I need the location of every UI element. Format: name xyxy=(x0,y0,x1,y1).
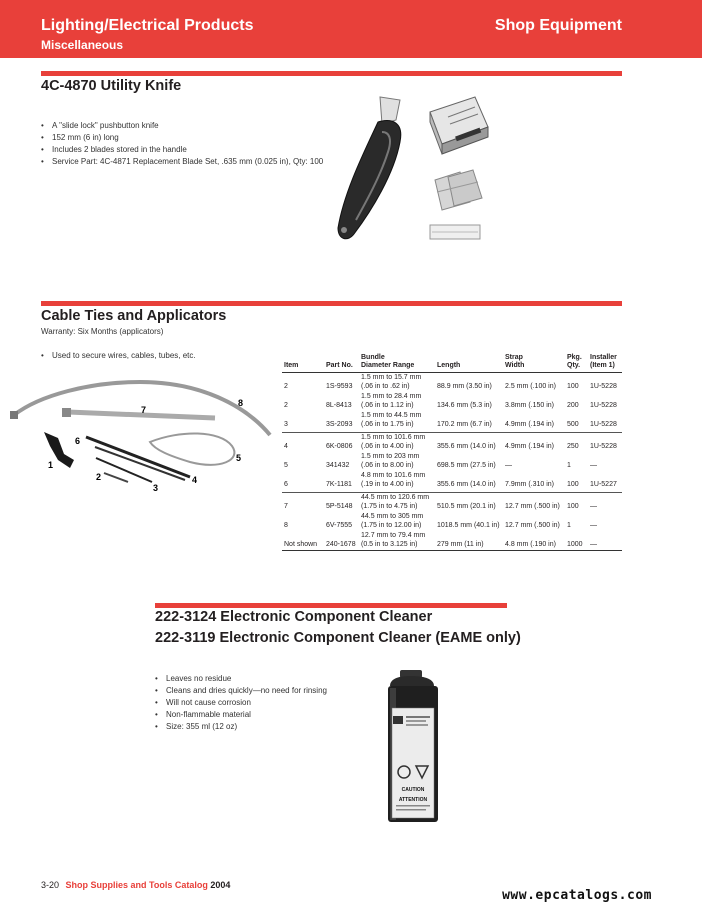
list-item: • Cleans and dries quickly—no need for rinsing xyxy=(155,685,327,697)
col-installer: Installer (Item 1) xyxy=(588,354,622,373)
callout-4: 4 xyxy=(192,475,198,485)
list-item: • A "slide lock" pushbutton knife xyxy=(41,120,323,132)
list-item: • Size: 355 ml (12 oz) xyxy=(155,721,327,733)
table-row: 5 341432 1.5 mm to 203 mm (.06 in to 8.00 in) 698.5 mm (27.5 in) — 1 — xyxy=(284,453,597,469)
page-footer xyxy=(41,880,230,890)
section-rule-cable xyxy=(41,301,622,306)
callout-6: 6 xyxy=(75,436,81,446)
callout-1: 1 xyxy=(48,460,54,470)
page-number: 3-20 xyxy=(41,880,60,890)
section-rule-cleaner xyxy=(155,603,507,608)
watermark: www.epcatalogs.com xyxy=(502,888,652,903)
col-bundle: Bundle Diameter Range xyxy=(359,354,435,373)
cable-tie-3-icon xyxy=(96,458,152,482)
page-header xyxy=(0,0,702,58)
list-item: • Non-flammable material xyxy=(155,709,327,721)
cable-ties-table xyxy=(282,354,622,551)
col-length: Length xyxy=(435,354,503,373)
list-item: • Includes 2 blades stored in the handle xyxy=(41,144,323,156)
knife-body-icon xyxy=(338,97,401,239)
section-rule-knife xyxy=(41,71,622,76)
cable-tie-2-icon xyxy=(104,473,128,482)
callout-3: 3 xyxy=(153,483,159,493)
table-row: 7 5P-5148 44.5 mm to 120.6 mm (1.75 in to 4.75 in) 510.5 mm (20.1 in) 12.7 mm (.500 in) 100 — xyxy=(284,494,597,510)
list-item: • Will not cause corrosion xyxy=(155,697,327,709)
can-attention-text: ATTENTION xyxy=(398,797,428,803)
utility-knife-image xyxy=(330,92,490,247)
table-row: 2 8L-8413 1.5 mm to 28.4 mm (.06 in to 1.12 in) 134.6 mm (5.3 in) 3.8mm (.150 in) 200 1U-5228 xyxy=(284,393,617,409)
cleaner-title-2: 222-3119 Electronic Component Cleaner (EAME only) xyxy=(155,630,521,646)
list-item: • Used to secure wires, cables, tubes, etc. xyxy=(41,350,196,362)
table-row: 8 6V-7555 44.5 mm to 305 mm (1.75 in to 12.00 in) 1018.5 mm (40.1 in) 12.7 mm (.500 in) 1 — xyxy=(284,513,597,529)
table-row: 4 6K-0806 1.5 mm to 101.6 mm (.06 in to 4.00 in) 355.6 mm (14.0 in) 4.9mm (.194 in) 250 1U-5228 xyxy=(284,434,617,450)
col-strap: Strap Width xyxy=(503,354,565,373)
cable-warranty: Warranty: Six Months (applicators) xyxy=(41,327,164,336)
table-row: Not shown 240-1678 12.7 mm to 79.4 mm (0.5 in to 3.125 in) 279 mm (11 in) 4.8 mm (.190 in) 1000 — xyxy=(282,531,622,551)
header-title: Lighting/Electrical Products xyxy=(41,17,254,34)
header-section: Shop Equipment xyxy=(494,17,622,34)
table-row: 2 1S-9593 1.5 mm to 15.7 mm (.06 in to .62 in) 88.9 mm (3.50 in) 2.5 mm (.100 in) 100 1U-5228 xyxy=(284,374,617,390)
callout-2: 2 xyxy=(96,472,102,482)
table-header-row xyxy=(282,354,622,373)
col-pkg: Pkg. Qty. xyxy=(565,354,588,373)
callout-7: 7 xyxy=(141,405,147,415)
cable-tie-5-icon xyxy=(150,433,234,464)
cleaner-bullets xyxy=(155,673,327,733)
list-item: • Leaves no residue xyxy=(155,673,327,685)
can-caution-text: CAUTION xyxy=(401,787,425,793)
catalog-year: 2004 xyxy=(210,880,231,890)
table-row: 3 3S-2093 1.5 mm to 44.5 mm (.06 in to 1.75 in) 170.2 mm (6.7 in) 4.9mm (.194 in) 500 1U-5228 xyxy=(282,411,622,433)
col-item: Item xyxy=(282,354,324,373)
list-item: • 152 mm (6 in) long xyxy=(41,132,323,144)
knife-title: 4C-4870 Utility Knife xyxy=(41,78,182,94)
blade-box-icon xyxy=(430,97,488,154)
table-row: 6 7K-1181 4.8 mm to 101.6 mm (.19 in to 4.00 in) 355.6 mm (14.0 in) 7.9mm (.310 in) 100 1U-5227 xyxy=(282,471,622,493)
knife-bullets xyxy=(41,120,323,168)
callout-5: 5 xyxy=(236,453,242,463)
col-part: Part No. xyxy=(324,354,359,373)
cable-ties-image xyxy=(0,360,282,500)
catalog-title: Shop Supplies and Tools Catalog xyxy=(65,880,208,890)
header-subtitle: Miscellaneous xyxy=(41,38,124,52)
spare-blades-icon xyxy=(430,170,482,239)
callout-8: 8 xyxy=(238,398,244,408)
list-item: • Service Part: 4C-4871 Replacement Blade Set, .635 mm (0.025 in), Qty: 100 xyxy=(41,156,323,168)
cable-title: Cable Ties and Applicators xyxy=(41,308,227,324)
cleaner-title-1: 222-3124 Electronic Component Cleaner xyxy=(155,609,433,625)
aerosol-can-image xyxy=(382,668,444,828)
